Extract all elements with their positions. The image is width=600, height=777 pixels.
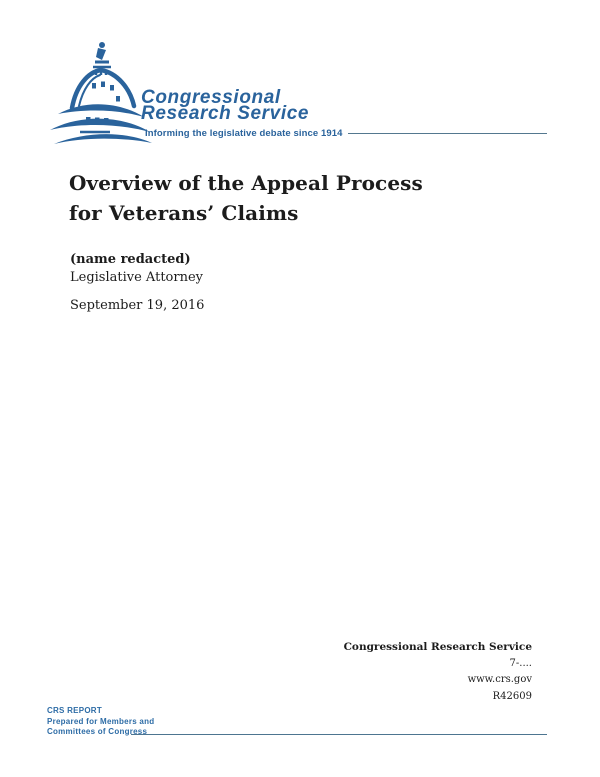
prepared-for-line2: Committees of Congress	[47, 727, 148, 736]
report-number: R42609	[492, 690, 532, 702]
author-role: Legislative Attorney	[70, 269, 203, 285]
logo-tagline-row	[145, 128, 547, 139]
author-name: (name redacted)	[70, 252, 191, 267]
report-title-line2: for Veterans’ Claims	[69, 201, 299, 225]
report-title	[69, 168, 423, 228]
logo-org-line1: Congressional	[141, 87, 281, 108]
header-rule	[348, 133, 547, 134]
crs-report-label: CRS REPORT	[47, 706, 102, 715]
footer-website: www.crs.gov	[467, 674, 532, 685]
footer-rule	[131, 734, 547, 735]
prepared-for-line1: Prepared for Members and	[47, 716, 155, 726]
report-title-line1: Overview of the Appeal Process	[69, 171, 423, 195]
report-date: September 19, 2016	[70, 298, 205, 313]
logo-org-line2: Research Service	[141, 103, 310, 124]
footer-phone: 7-....	[509, 657, 532, 669]
footer-left-block	[47, 706, 154, 738]
logo-wordmark	[141, 87, 310, 124]
author-block	[70, 251, 203, 286]
footer-org-name: Congressional Research Service	[343, 641, 532, 653]
footer-right-block	[344, 639, 532, 705]
logo-tagline: Informing the legislative debate since 1914	[145, 128, 343, 139]
